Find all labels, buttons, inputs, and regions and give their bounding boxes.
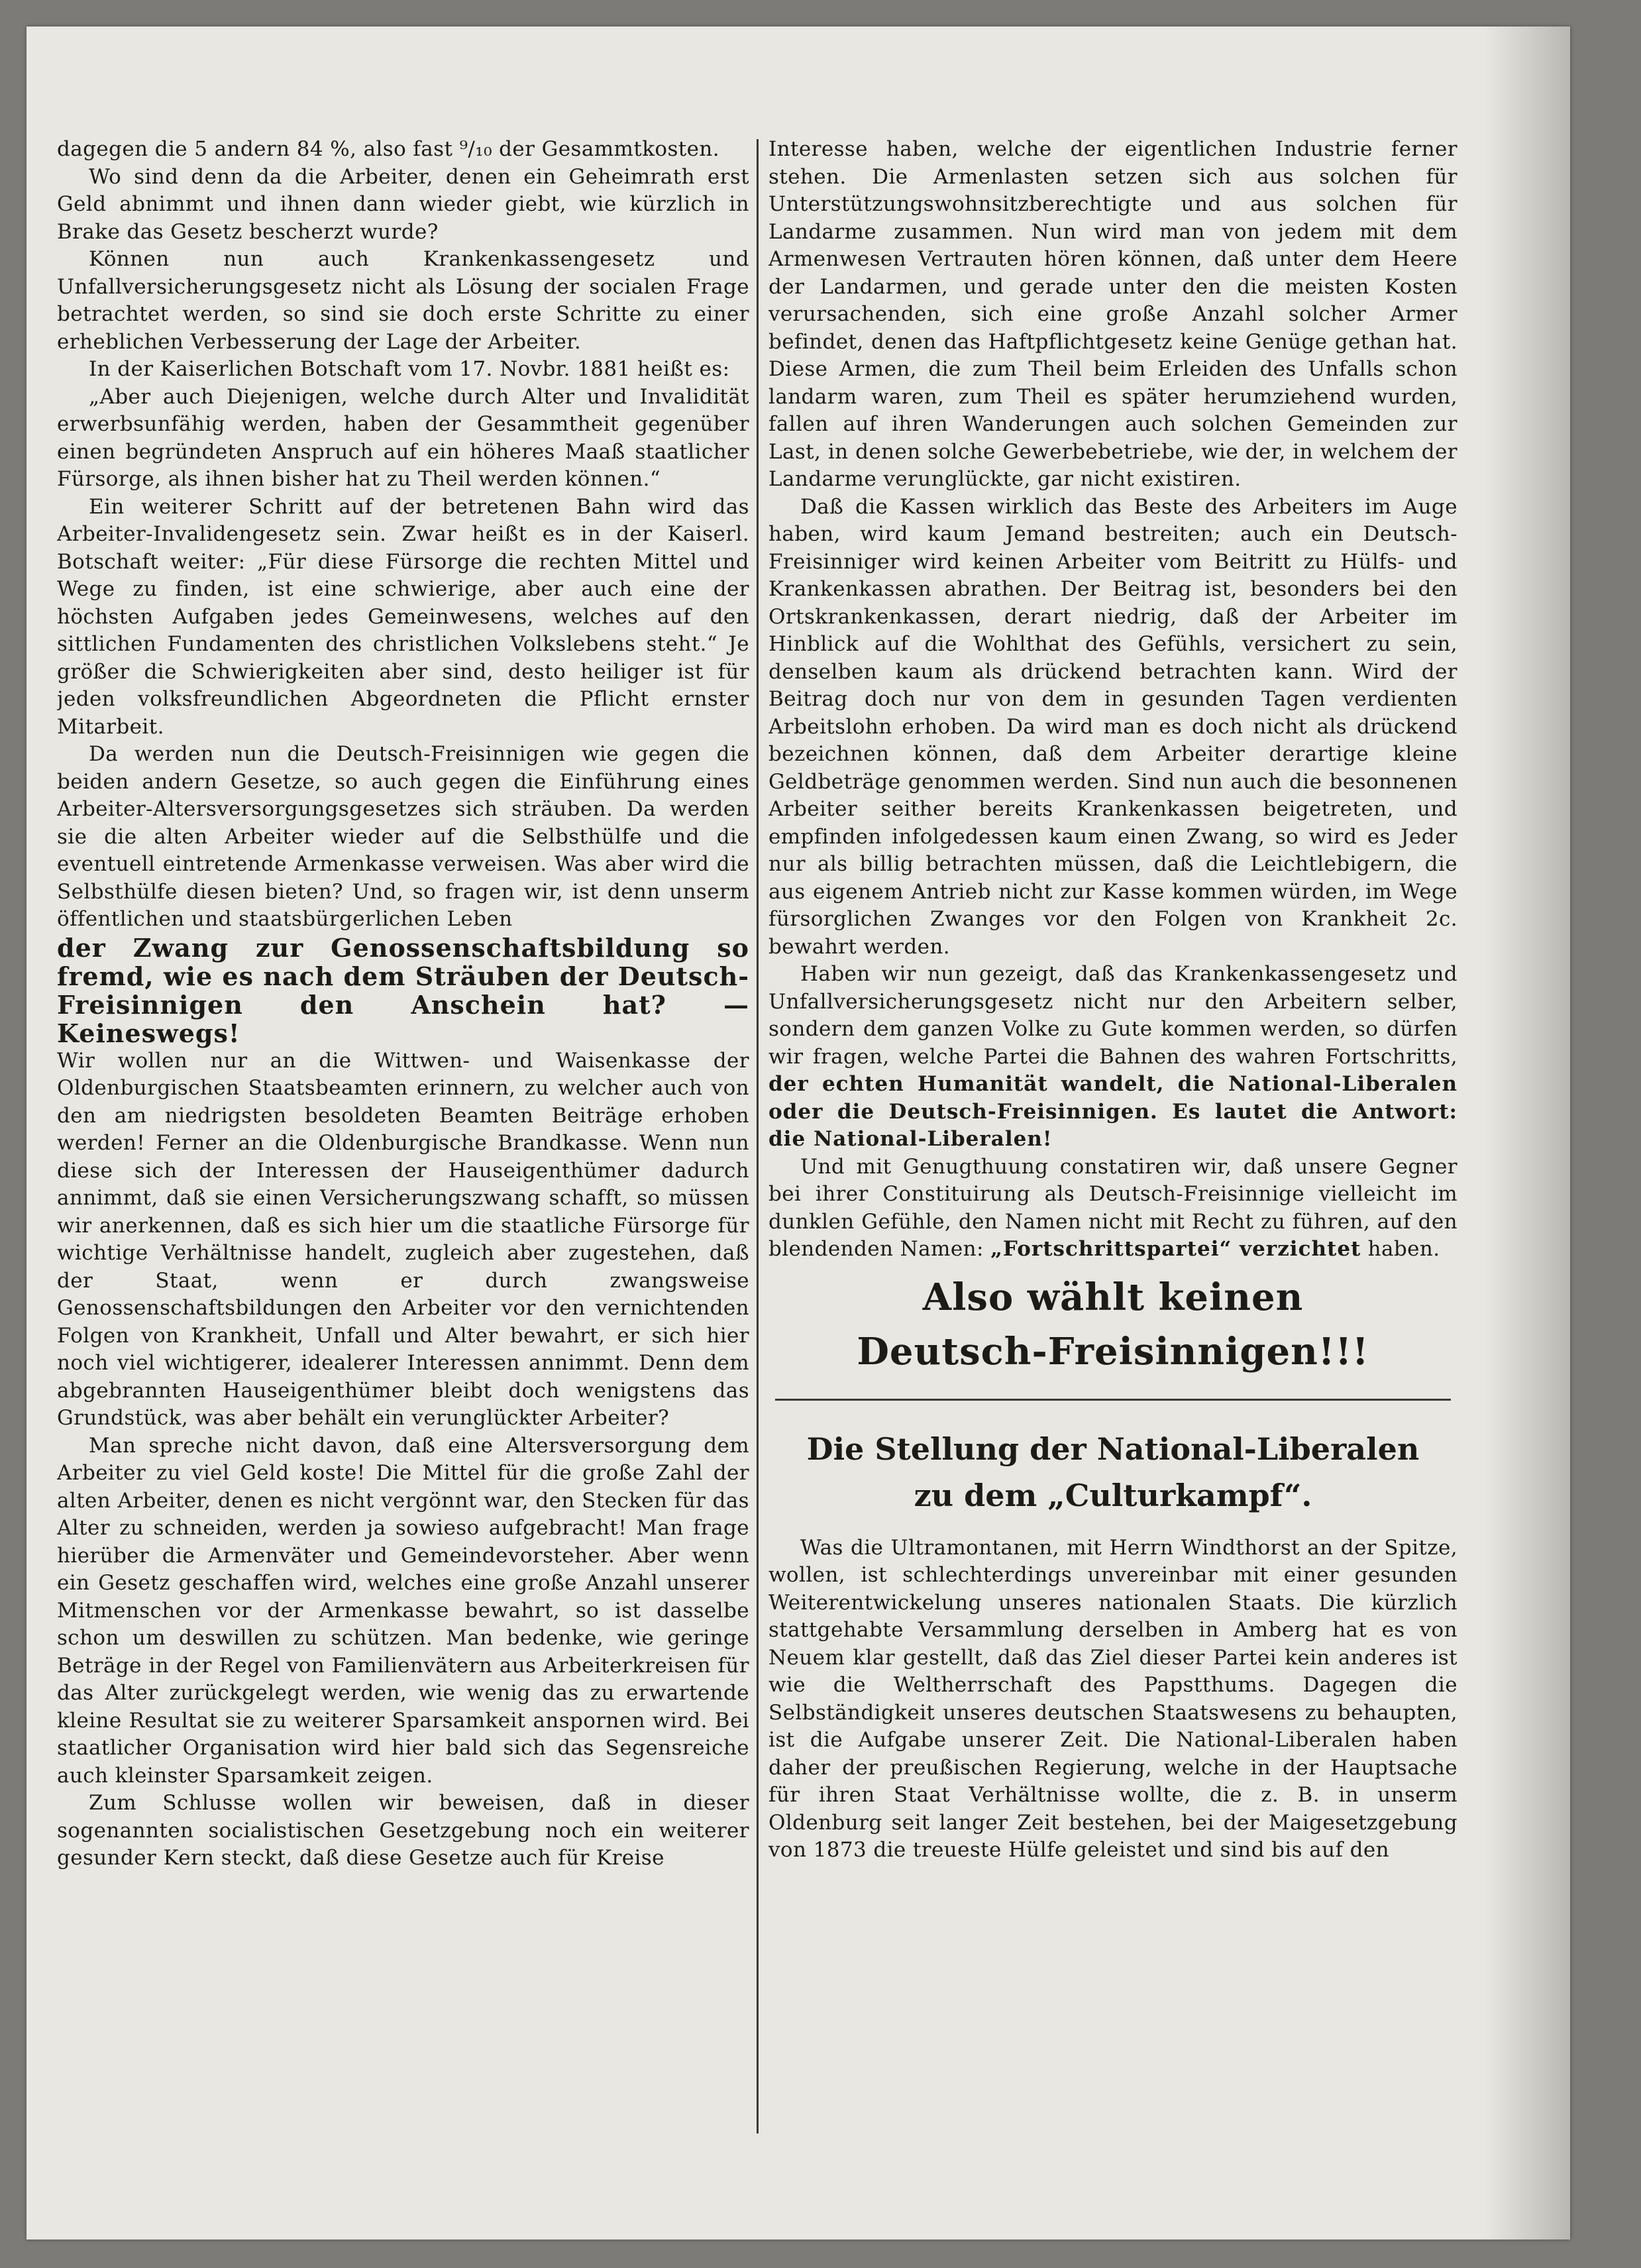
paragraph: Ein weiterer Schritt auf der betretenen Bahn wird das Arbeiter-Invalidengesetz sein. Zwar heißt es in der Kaiserl. Botschaft weiter: „Für diese Fürsorge die rechten Mittel und Wege zu finden, ist eine schwierige, aber auch eine der höchsten Aufgaben jedes Gemeinwesens, welches auf den sittlichen Fundamenten des christlichen Volkslebens steht.“ Je größer die Schwierigkeiten aber sind, desto heiliger ist für jeden volksfreundlichen Abgeordneten die Pflicht ernster Mitarbeit. [57,494,749,739]
paragraph: In der Kaiserlichen Botschaft vom 17. Novbr. 1881 heißt es: [89,357,730,381]
left-column [57,136,749,2163]
paragraph: Da werden nun die Deutsch-Freisinnigen wie gegen die beiden andern Gesetze, so auch gegen die Einführung eines Arbeiter-Altersversorgungsgesetzes sich sträuben. Da werden sie die alten Arbeiter wieder auf die Selbsthülfe und die eventuell eintretende Armenkasse verweisen. Was aber wird die Selbsthülfe diesen bieten? Und, so fragen wir, ist denn unserm öffentlichen und staatsbürgerlichen Leben [57,742,749,931]
paragraph: Interesse haben, welche der eigentlichen Industrie ferner stehen. Die Armenlasten setzen sich aus solchen für Unterstützungswohnsitzberechtigte und aus solchen für Landarme zusammen. Nun wird man von jedem mit dem Armenwesen Vertrauten hören können, daß unter dem Heere der Landarmen, und gerade unter den die meisten Kosten verursachenden, sich eine große Anzahl solcher Armer befindet, denen das Haftpflichtgesetz keine Genüge gethan hat. Diese Armen, die zum Theil beim Erleiden des Unfalls schon landarm waren, zum Theil es später herumziehend wurden, fallen auf ihren Wanderungen auch solchen Gemeinden zur Last, in denen solche Gewerbebetriebe, wie der, in welchem der Landarme verunglückte, gar nicht existiren. [768,137,1457,491]
headline-line: Also wählt keinen [922,1275,1304,1319]
headline-line: Deutsch-Freisinnigen!!! [857,1329,1369,1374]
paragraph-text: haben. [1367,1237,1440,1261]
page-edge-shadow [1484,27,1570,2240]
paragraph: Zum Schlusse wollen wir beweisen, daß in dieser sogenannten socialistischen Gesetzgebung noch ein weiterer gesunder Kern steckt, daß diese Gesetze auch für Kreise [57,1791,749,1870]
section-rule [775,1399,1451,1401]
bold-question: der Zwang zur Genossenschaftsbildung so fremd, wie es nach dem Sträuben der Deutsch-Freisinnigen den Anschein hat? — Keineswegs! [57,932,749,1048]
paragraph: Können nun auch Krankenkassengesetz und Unfallversicherungsgesetz nicht als Lösung der socialen Frage betrachtet werden, so sind sie doch erste Schritte zu einer erheblichen Verbesserung der Lage der Arbeiter. [57,247,749,354]
bold-answer: der echten Humanität wandelt, die National-Liberalen oder die Deutsch-Freisinnigen. Es lautet die Antwort: die National-Liberalen! [768,1072,1457,1151]
article-title [768,1426,1457,1519]
article-paragraph: Was die Ultramontanen, mit Herrn Windthorst an der Spitze, wollen, ist schlechterdings unvereinbar mit einer gesunden Weiterentwickelung unseres nationalen Staats. Die kürzlich stattgehabte Versammlung derselben in Amberg hat es von Neuem klar gestellt, daß das Ziel dieser Partei kein anderes ist wie die Weltherrschaft des Papstthums. Dagegen die Selbständigkeit unseres deutschen Staatswesens zu behaupten, ist die Aufgabe unserer Zeit. Die National-Liberalen haben daher der preußischen Regierung, welche in der Hauptsache für ihren Staat Verhältnisse wollte, die z. B. in unserm Oldenburg seit langer Zeit bestehen, bei der Maigesetzgebung von 1873 die treueste Hülfe geleistet und sind bis auf den [768,1535,1457,1862]
paragraph-text: Und mit Genugthuung constatiren wir, daß unsere Gegner bei ihrer Constituirung als Deutsch-Freisinnige vielleicht im dunklen Gefühle, den Namen nicht mit Recht zu führen, auf den blendenden Namen: [768,1154,1457,1261]
paragraph: Wo sind denn da die Arbeiter, denen ein Geheimrath erst Geld abnimmt und ihnen dann wieder giebt, wie kürzlich in Brake das Gesetz bescherzt wurde? [57,164,749,244]
election-headline [768,1270,1457,1379]
paragraph [768,1154,1457,1264]
paragraph: Daß die Kassen wirklich das Beste des Arbeiters im Auge haben, wird kaum Jemand bestreiten; auch ein Deutsch-Freisinniger wird keinen Arbeiter vom Beitritt zu Hülfs- und Krankenkassen abrathen. Der Beitrag ist, besonders bei den Ortskrankenkassen, derart niedrig, daß der Arbeiter im Hinblick auf die Wohlthat des Gefühls, versichert zu sein, denselben kaum als drückend betrachten kann. Wird der Beitrag doch nur von dem in gesunden Tagen verdienten Arbeitslohn erhoben. Da wird man es doch nicht als drückend bezeichnen können, daß dem Arbeiter derartige kleine Geldbeträge genommen werden. Sind nun auch die besonnenen Arbeiter seither bereits Krankenkassen beigetreten, und empfinden infolgedessen kaum einen Zwang, so wird es Jeder nur als billig betrachten müssen, daß die Leichtlebigern, die aus eigenem Antrieb nicht zur Kasse kommen würden, im Wege fürsorglichen Zwanges vor den Folgen von Krankheit 2c. bewahrt werden. [768,494,1457,959]
newspaper-page [26,27,1570,2240]
paragraph-text: Haben wir nun gezeigt, daß das Krankenkassengesetz und Unfallversicherungsgesetz nicht nur den Arbeitern selber, sondern dem ganzen Volke zu Gute kommen werden, so dürfen wir fragen, welche Partei die Bahnen des wahren Fortschritts, [768,962,1457,1069]
paragraph: Man spreche nicht davon, daß eine Altersversorgung dem Arbeiter zu viel Geld koste! Die Mittel für die große Zahl der alten Arbeiter, denen es nicht vergönnt war, den Stecken für das Alter zu schneiden, werden ja sowieso aufgebracht! Man frage hierüber die Armenväter und Gemeindevorsteher. Aber wenn ein Gesetz geschaffen wird, welches eine große Anzahl unserer Mitmenschen vor der Armenkasse bewahrt, so ist dasselbe schon um deswillen zu schützen. Man bedenke, wie geringe Beträge in der Regel von Familienvätern aus Arbeiterkreisen für das Alter zurückgelegt werden, wie wenig das zu erwartende kleine Resultat sie zu weiterer Sparsamkeit anspornen wird. Bei staatlicher Organisation wird hier bald sich das Segensreiche auch kleinster Sparsamkeit zeigen. [57,1433,749,1788]
paragraph: dagegen die 5 andern 84 %, also fast ⁹/₁₀ der Gesammtkosten. [57,137,719,161]
right-column [768,136,1457,2163]
paragraph [768,961,1457,1154]
quotation: „Aber auch Diejenigen, welche durch Alter und Invalidität erwerbsunfähig werden, haben der Gesammtheit gegenüber einen begründeten Anspruch auf ein höheres Maaß staatlicher Fürsorge, als ihnen bisher hat zu Theil werden können.“ [57,384,749,491]
article-title-line: Die Stellung der National-Liberalen [806,1431,1420,1467]
article-title-line: zu dem „Culturkampf“. [914,1477,1312,1513]
column-divider [757,139,759,2133]
paragraph: Wir wollen nur an die Wittwen- und Waisenkasse der Oldenburgischen Staatsbeamten erinnern, zu welcher auch von den am niedrigsten besoldeten Beamten Beiträge erhoben werden! Ferner an die Oldenburgische Brandkasse. Wenn nun diese sich der Interessen der Hauseigenthümer dadurch annimmt, daß sie einen Versicherungszwang schafft, so müssen wir anerkennen, daß es sich hier um die staatliche Fürsorge für wichtige Verhältnisse handelt, zugleich aber zugestehen, daß der Staat, wenn er durch zwangsweise Genossenschaftsbildungen den Arbeiter vor den vernichtenden Folgen von Krankheit, Unfall und Alter bewahrt, er sich hier noch viel wichtigerer, idealerer Interessen annimmt. Denn dem abgebrannten Hauseigenthümer bleibt doch wenigstens das Grundstück, was aber behält ein verunglückter Arbeiter? [57,1048,749,1430]
bold-party-name: „Fortschrittspartei“ verzichtet [990,1237,1361,1261]
